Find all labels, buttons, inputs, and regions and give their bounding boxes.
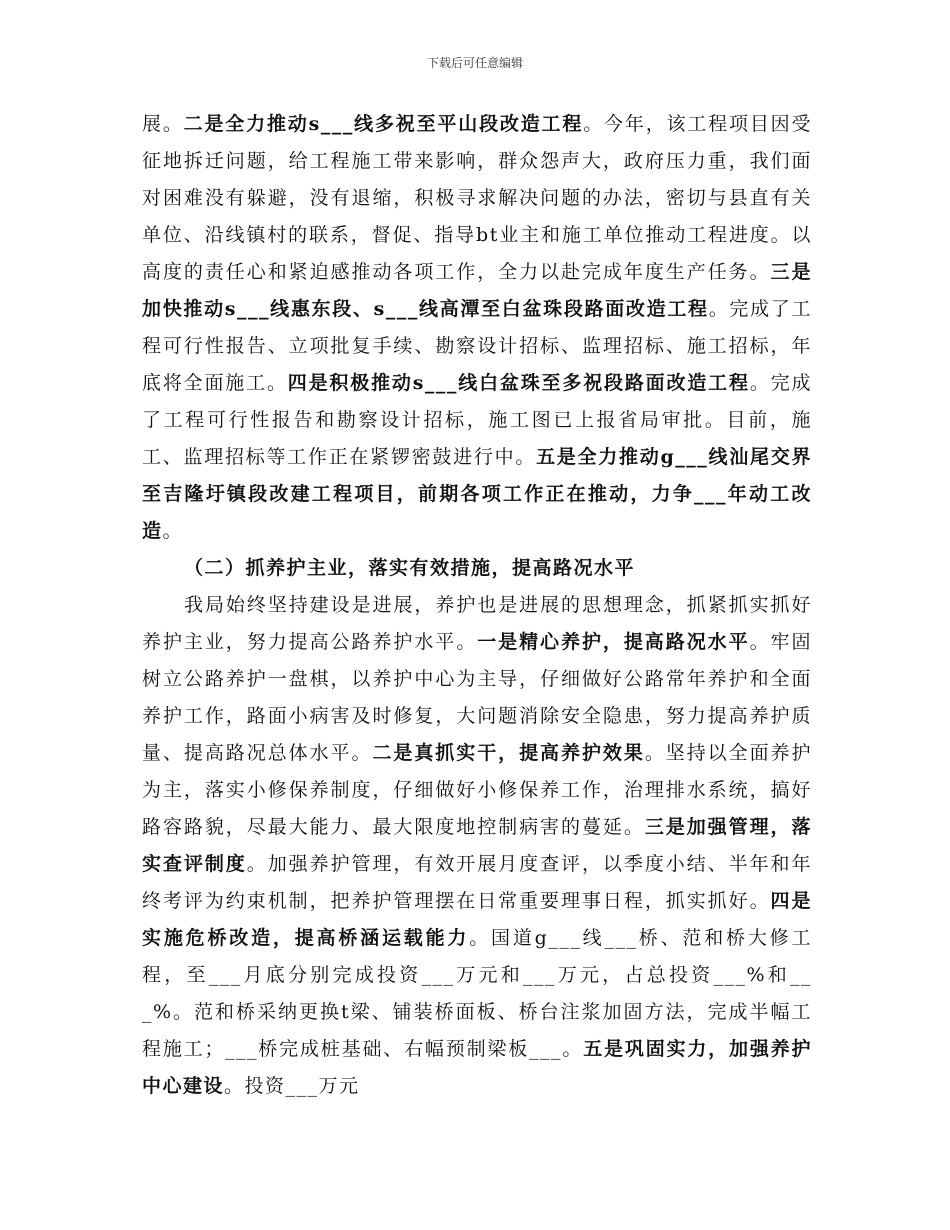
text-run-bold: 五是巩固实力，加强养护中心建设 [142,1038,812,1097]
paragraph-construction-projects [142,106,812,550]
text-run: 。坚持以全面养护为主，落实小修保养制度，仔细做好小修保养工作，治理排水系统，搞好路容路貌，尽最大能力、最大限度地控制病害的蔓延。 [142,742,812,838]
text-run: 展。 [142,113,184,135]
document-body [142,106,812,1105]
text-run-bold: 二是全力推动s___线多祝至平山段改造工程 [183,113,584,135]
text-run: 。完成了工程可行性报告和勘察设计招标，施工图已上报省局审批。目前，施工、监理招标等工作正在紧锣密鼓进行中。 [142,372,812,468]
paragraph-maintenance [142,587,812,1105]
page-header: 下载后可任意编辑 [426,56,523,70]
text-run-bold: 三是加强管理，落实查评制度 [142,816,812,875]
text-run: 。加强养护管理，有效开展月度查评，以季度小结、半年和年终考评为约束机制，把养护管理摆在日常重要理事日程，抓实抓好。 [142,853,812,912]
text-run-bold: 三是加快推动s___线惠东段、s___线高潭至白盆珠段路面改造工程 [142,261,812,320]
section-heading: （二）抓养护主业，落实有效措施，提高路况水平 [184,557,636,579]
text-run-bold: 四是积极推动s___线白盆珠至多祝段路面改造工程 [287,372,750,394]
text-run: 。牢固树立公路养护一盘棋，以养护中心为主导，仔细做好公路常年养护和全面养护工作，路面小病害及时修复，大问题消除安全隐患，努力提高养护质量、提高路况总体水平。 [142,631,812,764]
text-run-bold: 一是精心养护，提高路况水平 [477,631,750,653]
text-run-bold: 五是全力推动g___线汕尾交界至吉隆圩镇段改建工程项目，前期各项工作正在推动，力争___年动工改造 [142,446,812,542]
text-run: 。投资___万元 [224,1075,360,1097]
text-run-bold: 四是实施危桥改造，提高桥涵运载能力 [142,890,812,949]
text-run-bold: 二是真抓实干，提高养护效果 [372,742,645,764]
text-run: 。完成了工程可行性报告、立项批复手续、勘察设计招标、监理招标、施工招标，年底将全面施工。 [142,298,812,394]
text-run: 我局始终坚持建设是进展，养护也是进展的思想理念，抓紧抓实抓好养护主业，努力提高公路养护水平。 [142,594,812,653]
text-run: 。今年，该工程项目因受征地拆迁问题，给工程施工带来影响，群众怨声大，政府压力重，我们面对困难没有躲避，没有退缩，积极寻求解决问题的办法，密切与县直有关单位、沿线镇村的联系，督促、指导bt业主和施工单位推动工程进度。以高度的责任心和紧迫感推动各项工作，全力以赴完成年度生产任务。 [142,113,812,283]
text-run: 。国道g___线___桥、范和桥大修工程，至___月底分别完成投资___万元和___万元，占总投资___%和___%。范和桥采纳更换t梁、铺装桥面板、桥台注浆加固方法，完成半幅工程施工；___桥完成桩基础、右幅预制梁板___。 [142,927,812,1060]
text-run: 。 [162,520,184,542]
